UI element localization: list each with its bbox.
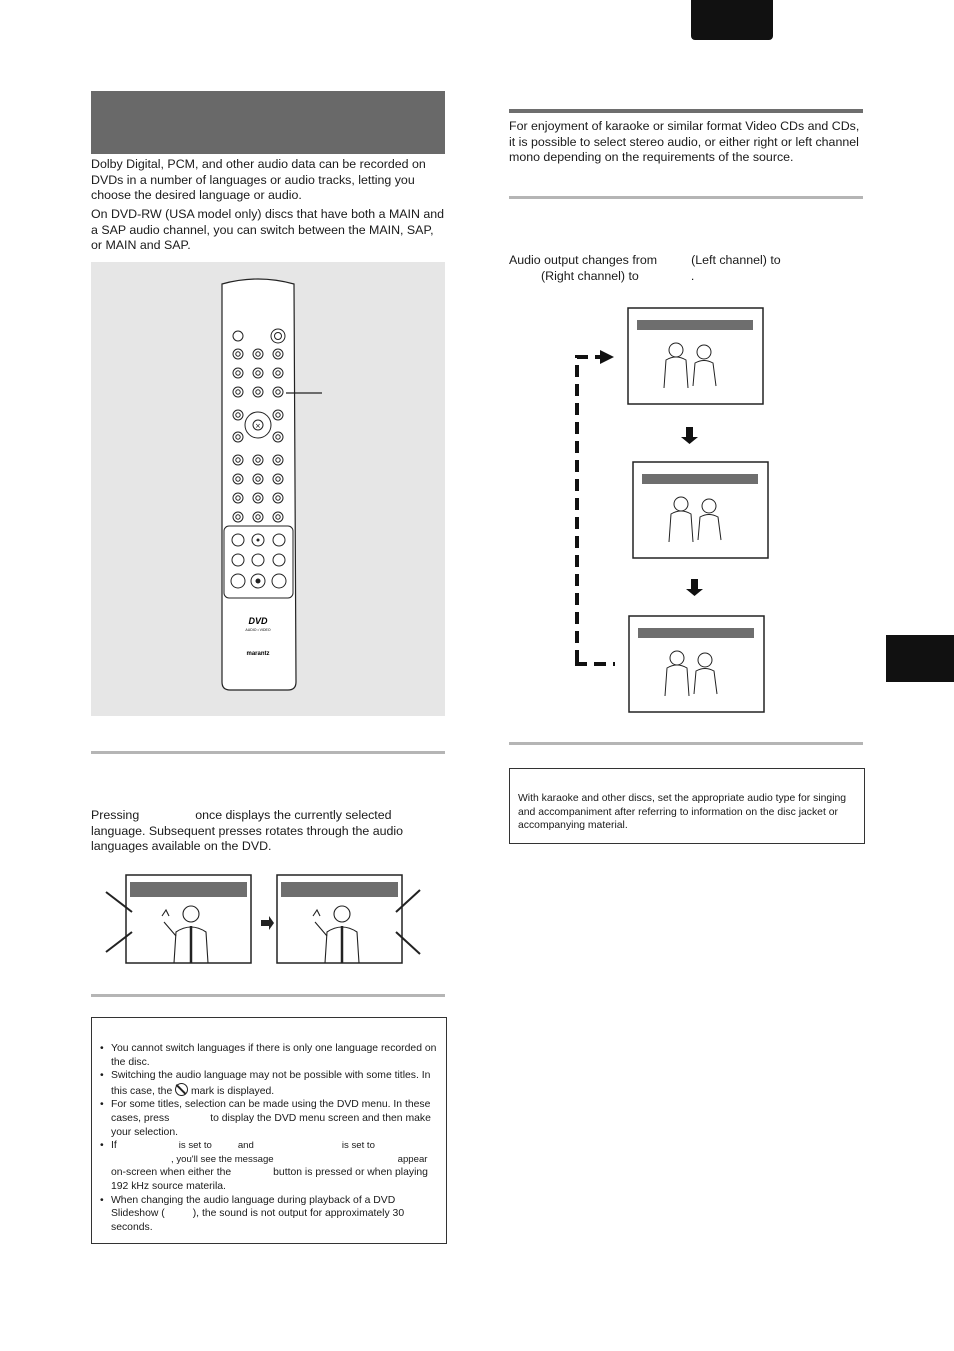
right-note-text: With karaoke and other discs, set the appropriate audio type for singing and accompaniment after referring to information on the disc jacket or accompanying material. — [518, 793, 847, 832]
remote-button-inner — [276, 515, 280, 519]
remote-button-inner — [256, 477, 260, 481]
remote-button-inner — [276, 352, 280, 356]
section-title-bar — [91, 91, 445, 154]
remote-button-inner — [236, 477, 240, 481]
not-allowed-icon — [175, 1083, 188, 1096]
singer-figure — [693, 361, 716, 387]
remote-button-inner — [256, 458, 260, 462]
remote-button-inner — [276, 477, 280, 481]
remote-button-inner — [236, 515, 240, 519]
intro-paragraph-1: Dolby Digital, PCM, and other audio data can be recorded on DVDs in a number of languages or audio tracks, letting you choose the desired language or audio. — [91, 157, 426, 203]
right-section-rule — [509, 109, 863, 113]
intro-paragraph-2: On DVD-RW (USA model only) discs that have both a MAIN and a SAP audio channel, you can switch between the MAIN, SAP, or MAIN and SAP. — [91, 207, 445, 253]
singer-figure — [665, 665, 689, 696]
remote-button-inner — [256, 352, 260, 356]
note-item: • When changing the audio language during playback of a DVD Slideshow ( ), the sound is not output for approximately 30 seconds. — [100, 1194, 440, 1235]
screen-status-bar — [637, 320, 753, 330]
singer-figure — [698, 515, 721, 541]
singer-figure — [674, 497, 688, 511]
karaoke-intro: For enjoyment of karaoke or similar format Video CDs and CDs, it is possible to select stereo audio, or either right or left channel mono depending on the requirements of the source. — [509, 119, 860, 165]
right-step-rule — [509, 196, 863, 199]
page-tab-top — [691, 0, 773, 40]
section-rule-notes — [91, 994, 445, 997]
remote-dvd-sublogo: AUDIO • VIDEO — [245, 628, 271, 632]
singer-figure — [664, 357, 688, 388]
page-tab-side — [886, 635, 954, 682]
singer-figure — [694, 669, 717, 695]
remote-button-inner — [236, 371, 240, 375]
remote-button-inner — [276, 458, 280, 462]
remote-button-inner — [236, 496, 240, 500]
singer-figure — [669, 343, 683, 357]
remote-button-inner — [236, 458, 240, 462]
remote-dvd-logo: DVD — [248, 616, 268, 626]
pressing-paragraph — [91, 808, 447, 855]
remote-button-inner — [236, 435, 240, 439]
language-screens-illustration — [104, 874, 424, 966]
remote-button-inner — [256, 371, 260, 375]
remote-button-inner — [276, 413, 280, 417]
right-note-box — [509, 768, 865, 844]
remote-button-inner — [236, 413, 240, 417]
right-notes-rule — [509, 742, 863, 745]
screen-status-bar — [642, 474, 758, 484]
singer-figure — [697, 345, 711, 359]
remote-button-inner — [276, 496, 280, 500]
remote-brand-logo: marantz — [246, 651, 270, 657]
remote-button-inner — [276, 435, 280, 439]
notes-box — [91, 1017, 447, 1244]
svg-text:×: × — [255, 422, 261, 430]
note-item: • For some titles, selection can be made using the DVD menu. In these cases, press to display the DVD menu screen and then make your selection. — [100, 1098, 440, 1139]
pressing-pre: Pressing — [91, 808, 140, 822]
remote-button-inner — [276, 390, 280, 394]
singer-figure — [698, 653, 712, 667]
note-item: • Switching the audio language may not be possible with some titles. In this case, the mark is displayed. — [100, 1069, 440, 1098]
remote-button-inner — [256, 515, 260, 519]
remote-control-illustration — [91, 262, 445, 716]
output-description: Audio output changes from (Left channel) to (Right channel) to . — [509, 253, 781, 283]
singer-figure — [669, 511, 693, 542]
remote-button-inner — [236, 352, 240, 356]
remote-button-inner — [236, 390, 240, 394]
remote-button-inner — [276, 371, 280, 375]
pressing-post: once displays the currently selected language. Subsequent presses rotates through the audio languages available on the DVD. — [91, 808, 404, 854]
singer-figure — [702, 499, 716, 513]
remote-button-inner — [256, 496, 260, 500]
remote-button-inner — [256, 390, 260, 394]
screen-status-bar — [638, 628, 754, 638]
note-item: • If is set to and is set to , you'll see the message appear on-screen when either the button is pressed or when playing 192 kHz source materila. — [100, 1139, 440, 1193]
singer-figure — [670, 651, 684, 665]
section-rule — [91, 751, 445, 754]
channel-cycle-diagram — [560, 306, 780, 716]
remote-illustration-panel — [91, 262, 445, 716]
note-item: • You cannot switch languages if there is only one language recorded on the disc. — [100, 1042, 440, 1069]
